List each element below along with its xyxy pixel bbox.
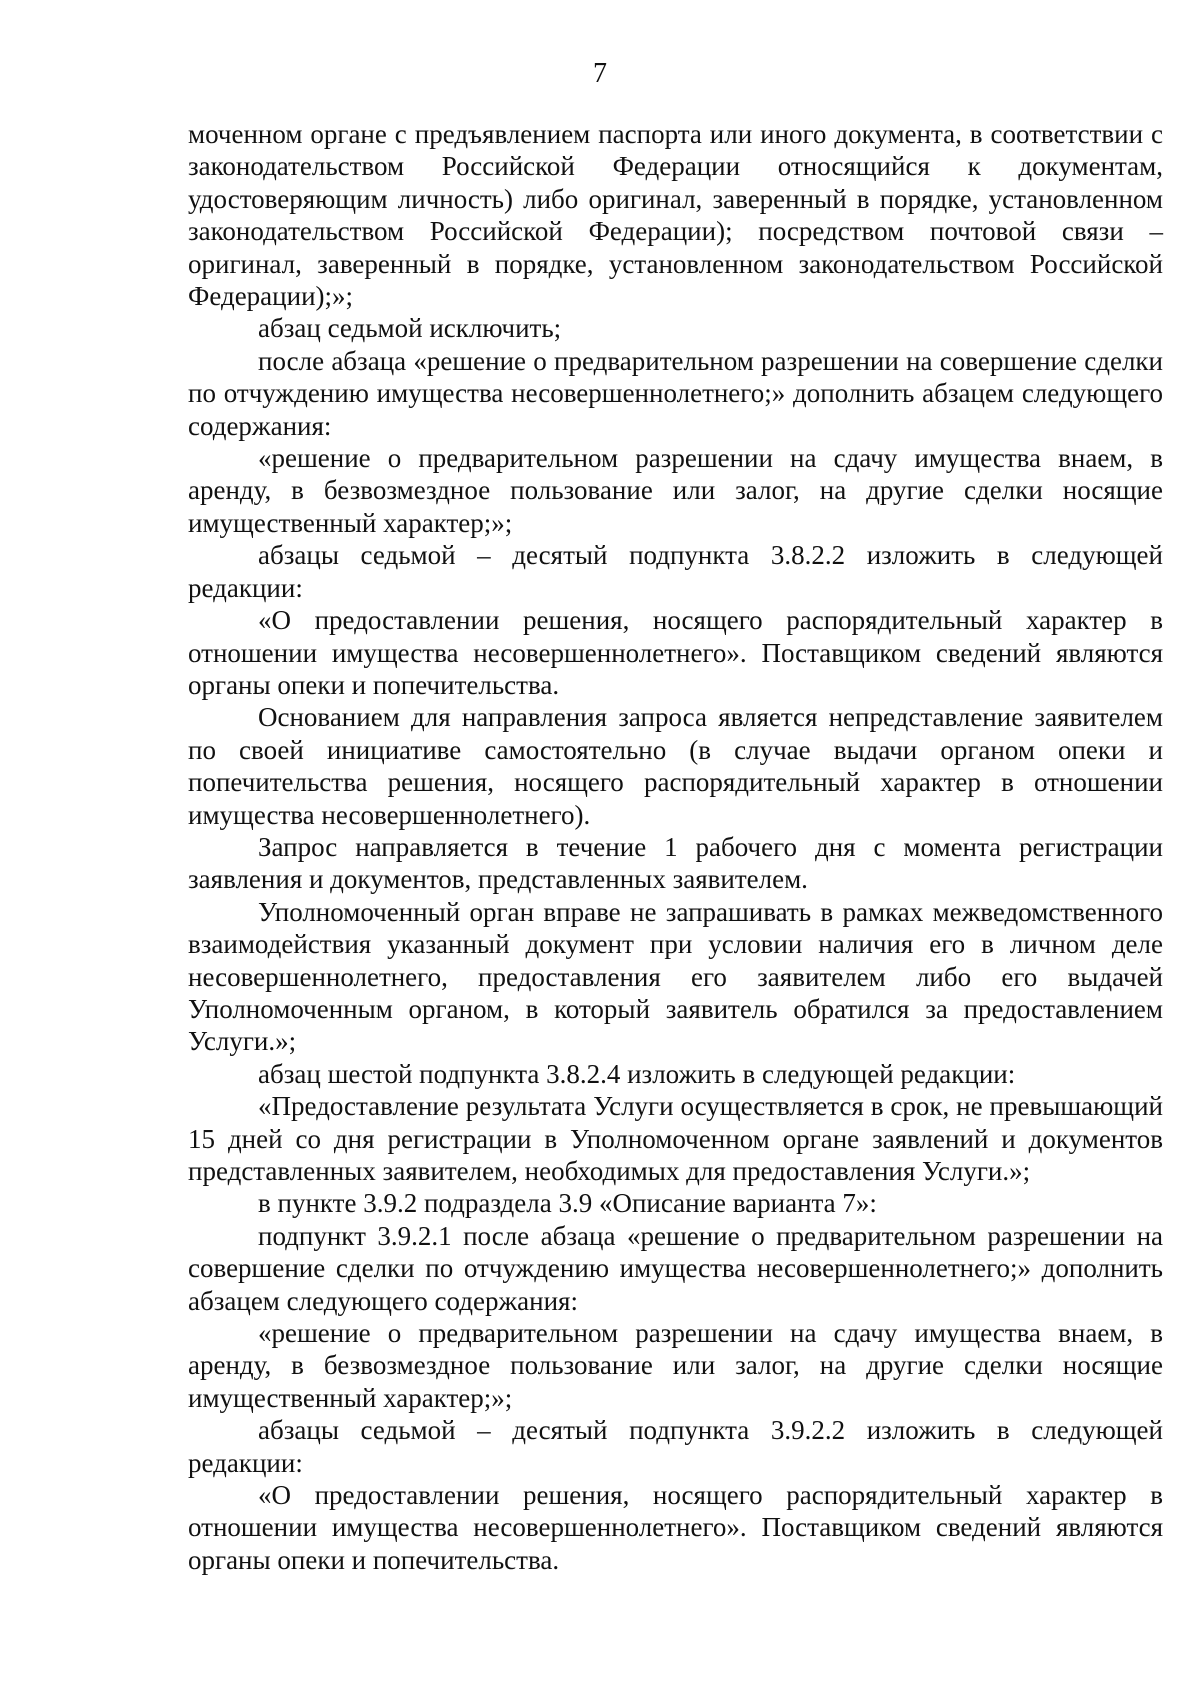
paragraph: абзацы седьмой – десятый подпункта 3.8.2.2 изложить в следующей редакции: [188, 540, 1163, 603]
paragraph: «О предоставлении решения, носящего распорядительный характер в отношении имущества несовершеннолетнего». Поставщиком сведений являются органы опеки и попечительства. [188, 1480, 1163, 1575]
paragraph: «О предоставлении решения, носящего распорядительный характер в отношении имущества несовершеннолетнего». Поставщиком сведений являются органы опеки и попечительства. [188, 605, 1163, 700]
paragraph: абзац седьмой исключить; [258, 313, 562, 344]
paragraph: «решение о предварительном разрешении на сдачу имущества внаем, в аренду, в безвозмездное пользование или залог, на другие сделки носящие имущественный характер;»; [188, 443, 1163, 538]
paragraph: «Предоставление результата Услуги осуществляется в срок, не превышающий 15 дней со дня регистрации в Уполномоченном органе заявлений и документов представленных заявителем, необходимых для предоставления Услуги.»; [188, 1091, 1163, 1186]
paragraph: Запрос направляется в течение 1 рабочего дня с момента регистрации заявления и документов, представленных заявителем. [188, 831, 1163, 895]
paragraph: после абзаца «решение о предварительном разрешении на совершение сделки по отчуждению имущества несовершеннолетнего;» дополнить абзацем следующего содержания: [188, 345, 1163, 441]
paragraph-continuation: моченном органе с предъявлением паспорта или иного документа, в соответствии с законодательством Российской Федерации относящийся к документам, удостоверяющим личность) либо оригинал, заверенный в порядке, установленном законодательством Российской Федерации); посредством почтовой связи – оригинал, заверенный в порядке, установленном законодательством Российской Федерации);»; [188, 119, 1163, 312]
paragraph: абзацы седьмой – десятый подпункта 3.9.2.2 изложить в следующей редакции: [188, 1415, 1163, 1478]
paragraph: в пункте 3.9.2 подраздела 3.9 «Описание варианта 7»: [258, 1188, 877, 1219]
paragraph: подпункт 3.9.2.1 после абзаца «решение о предварительном разрешении на совершение сделки по отчуждению имущества несовершеннолетнего;» дополнить абзацем следующего содержания: [188, 1220, 1163, 1316]
paragraph: Основанием для направления запроса является непредставление заявителем по своей инициативе самостоятельно (в случае выдачи органом опеки и попечительства решения, носящего распорядительный характер в отношении имущества несовершеннолетнего). [188, 702, 1163, 830]
page-number: 7 [593, 58, 607, 89]
document-body [188, 118, 1163, 1576]
paragraph: «решение о предварительном разрешении на сдачу имущества внаем, в аренду, в безвозмездное пользование или залог, на другие сделки носящие имущественный характер;»; [188, 1318, 1163, 1413]
paragraph: Уполномоченный орган вправе не запрашивать в рамках межведомственного взаимодействия указанный документ при условии наличия его в личном деле несовершеннолетнего, предоставления его заявителем либо его выдачей Уполномоченным органом, в который заявитель обратился за предоставлением Услуги.»; [188, 896, 1163, 1057]
paragraph: абзац шестой подпункта 3.8.2.4 изложить в следующей редакции: [258, 1058, 1016, 1089]
